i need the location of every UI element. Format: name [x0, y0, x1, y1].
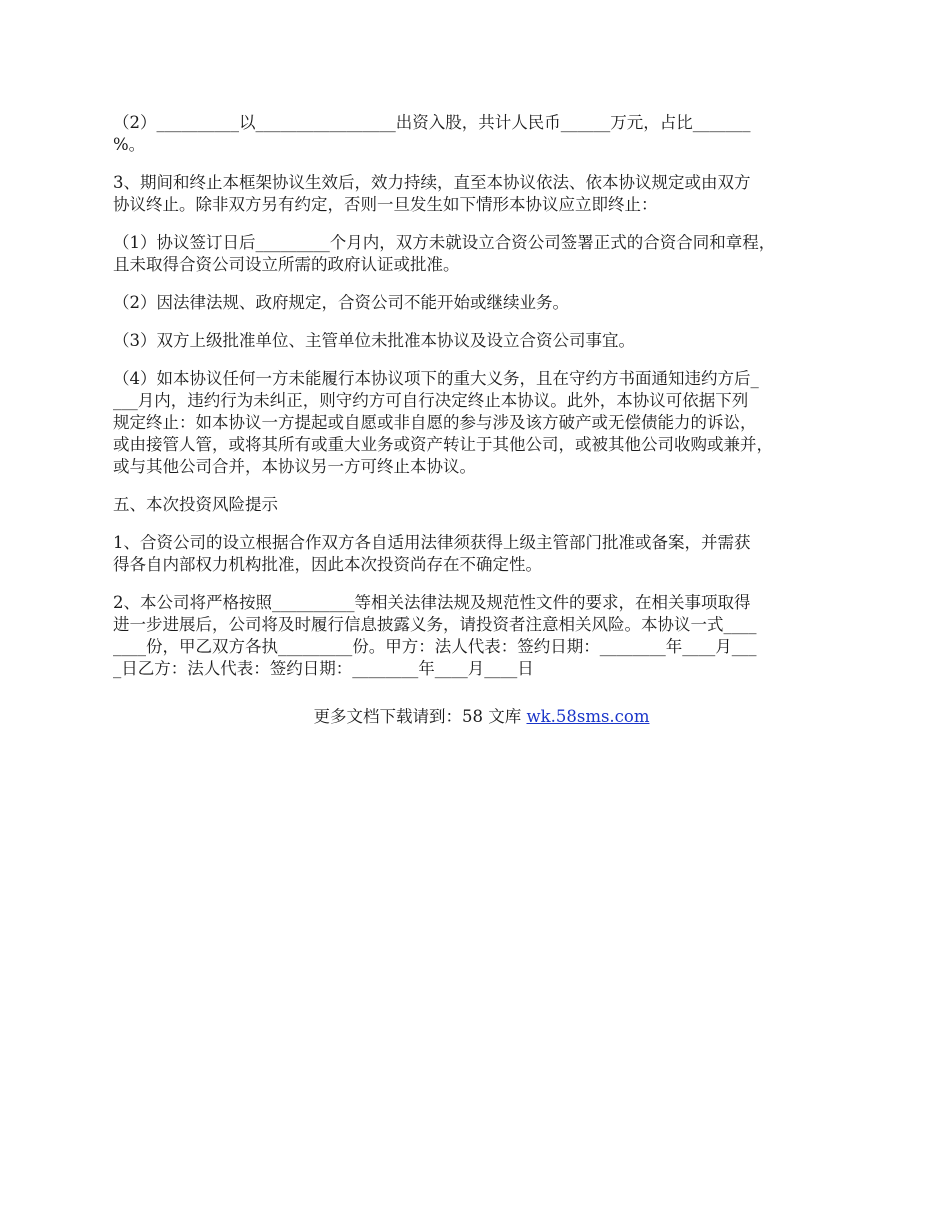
- paragraph-p2: [113, 172, 850, 216]
- paragraph-p8: [113, 532, 850, 576]
- footer-text: 更多文档下载请到：58 文库: [313, 707, 527, 726]
- paragraph-line: 或与其他公司合并，本协议另一方可终止本协议。: [113, 457, 476, 476]
- paragraph-line: %。: [113, 135, 146, 154]
- paragraph-line: 1、合资公司的设立根据合作双方各自适用法律须获得上级主管部门批准或备案，并需获: [113, 533, 751, 552]
- paragraph-line: 且未取得合资公司设立所需的政府认证或批准。: [113, 255, 460, 274]
- download-footer: [113, 706, 850, 728]
- paragraph-line: 五、本次投资风险提示: [113, 495, 278, 514]
- document-body: [113, 112, 850, 680]
- paragraph-p6: [113, 368, 850, 478]
- paragraph-line: （4）如本协议任何一方未能履行本协议项下的重大义务，且在守约方书面通知违约方后_: [113, 369, 759, 388]
- paragraph-line: 或由接管人管，或将其所有或重大业务或资产转让于其他公司，或被其他公司收购或兼并，: [113, 435, 773, 454]
- paragraph-line: ____份，甲乙双方各执_________份。甲方：法人代表：签约日期：________年____月___: [113, 637, 757, 656]
- paragraph-line: （2）__________以_________________出资入股，共计人民币______万元，占比_______: [113, 113, 751, 132]
- paragraph-line: ___月内，违约行为未纠正，则守约方可自行决定终止本协议。此外，本协议可依据下列: [113, 391, 749, 410]
- paragraph-line: （2）因法律法规、政府规定，合资公司不能开始或继续业务。: [113, 293, 569, 312]
- paragraph-line: 2、本公司将严格按照__________等相关法律法规及规范性文件的要求，在相关事项取得: [113, 593, 751, 612]
- paragraph-p5: [113, 330, 850, 352]
- paragraph-line: （1）协议签订日后_________个月内，双方未就设立合资公司签署正式的合资合同和章程，: [113, 233, 776, 252]
- paragraph-p3: [113, 232, 850, 276]
- paragraph-line: 3、期间和终止本框架协议生效后，效力持续，直至本协议依法、依本协议规定或由双方: [113, 173, 751, 192]
- paragraph-p7: [113, 494, 850, 516]
- paragraph-line: 协议终止。除非双方另有约定，否则一旦发生如下情形本协议应立即终止：: [113, 195, 658, 214]
- paragraph-p9: [113, 592, 850, 680]
- paragraph-p1: [113, 112, 850, 156]
- paragraph-line: 进一步进展后，公司将及时履行信息披露义务，请投资者注意相关风险。本协议一式____: [113, 615, 757, 634]
- paragraph-p4: [113, 292, 850, 314]
- paragraph-line: 规定终止：如本协议一方提起或自愿或非自愿的参与涉及该方破产或无偿债能力的诉讼，: [113, 413, 757, 432]
- paragraph-line: _日乙方：法人代表：签约日期：________年____月____日: [113, 659, 534, 678]
- paragraph-line: （3）双方上级批准单位、主管单位未批准本协议及设立合资公司事宜。: [113, 331, 635, 350]
- paragraph-line: 得各自内部权力机构批准，因此本次投资尚存在不确定性。: [113, 555, 542, 574]
- footer-link[interactable]: wk.58sms.com: [526, 707, 650, 726]
